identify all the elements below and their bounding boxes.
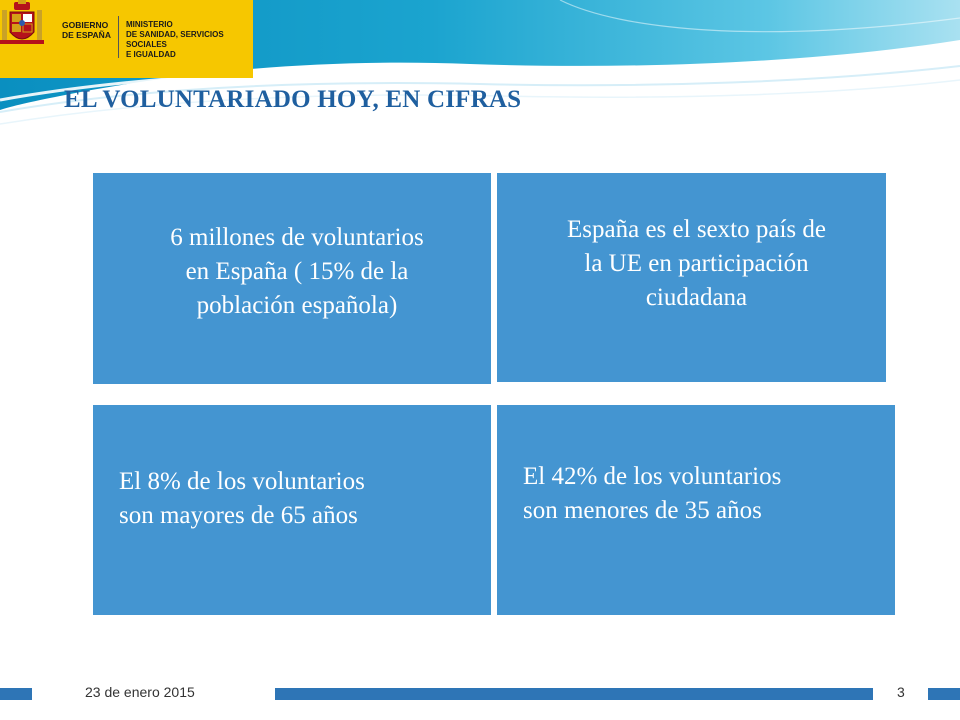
stat-card-text: España es el sexto país de la UE en participación ciudadana: [567, 216, 826, 311]
stat-card-eu-ranking: [497, 173, 886, 382]
stat-card-volunteers-total: [93, 173, 491, 384]
footer-bar-middle: [275, 688, 873, 700]
footer-date: 23 de enero 2015: [85, 684, 195, 700]
footer-bar-right: [928, 688, 960, 700]
footer-bar-left: [0, 688, 32, 700]
stat-card-over-65: [93, 405, 491, 615]
government-logo: [0, 0, 253, 78]
stat-card-under-35: [497, 405, 895, 615]
stat-card-text: 6 millones de voluntarios en España ( 15% de la población española): [170, 223, 424, 319]
ministry-name: MINISTERIO DE SANIDAD, SERVICIOS SOCIALES E IGUALDAD: [126, 20, 224, 59]
stat-card-text: El 8% de los voluntarios son mayores de 65 años: [119, 468, 365, 529]
slide-title: EL VOLUNTARIADO HOY, EN CIFRAS: [64, 86, 522, 113]
coat-of-arms-icon: [0, 0, 44, 50]
stat-card-text: El 42% de los voluntarios son menores de 35 años: [523, 463, 782, 524]
logo-divider: [118, 16, 119, 58]
page-number: 3: [897, 684, 905, 700]
government-name: GOBIERNO DE ESPAÑA: [62, 20, 111, 40]
